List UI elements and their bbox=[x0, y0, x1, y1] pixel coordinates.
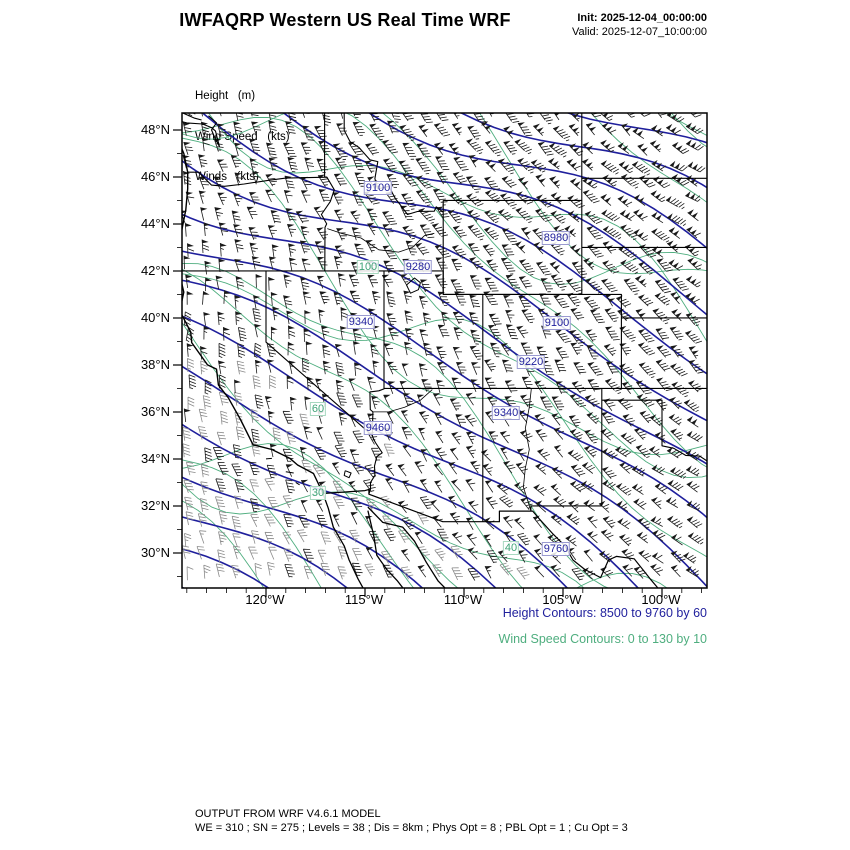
lon-tick-label: 105°W bbox=[542, 592, 582, 607]
height-contour-label: 9280 bbox=[405, 261, 431, 273]
state-borders bbox=[172, 113, 707, 602]
height-contour-label: 8980 bbox=[543, 232, 569, 244]
lat-tick-label: 44°N bbox=[140, 216, 170, 231]
lon-tick-label: 100°W bbox=[641, 592, 681, 607]
height-contour-label: 9460 bbox=[365, 422, 391, 434]
lon-tick-label: 120°W bbox=[245, 592, 285, 607]
axis-ticks bbox=[173, 130, 702, 597]
height-contour-label: 9340 bbox=[348, 316, 374, 328]
height-contour-label: 9100 bbox=[365, 182, 391, 194]
footer-line2: WE = 310 ; SN = 275 ; Levels = 38 ; Dis = 8km ; Phys Opt = 8 ; PBL Opt = 1 ; Cu Opt = 3 bbox=[195, 821, 628, 834]
height-contour-label: 9760 bbox=[543, 543, 569, 555]
lat-tick-label: 38°N bbox=[140, 357, 170, 372]
legend-winds: Winds (kts) bbox=[195, 171, 259, 183]
page-title: IWFAQRP Western US Real Time WRF bbox=[179, 10, 511, 30]
wind-speed-contour-label: 40 bbox=[504, 542, 518, 554]
wind-speed-contour-label: 30 bbox=[311, 487, 325, 499]
height-contours-note: Height Contours: 8500 to 9760 by 60 bbox=[502, 606, 707, 620]
map-canvas bbox=[182, 113, 707, 588]
height-contour-label: 9220 bbox=[518, 356, 544, 368]
init-valid-block bbox=[572, 11, 707, 39]
map-frame bbox=[182, 113, 707, 588]
legend-height: Height (m) bbox=[195, 90, 256, 102]
legend-wind-speed: Wind Speed (kts) bbox=[195, 130, 290, 143]
height-contour-label: 9100 bbox=[544, 317, 570, 329]
height-contours bbox=[142, 0, 734, 850]
lat-tick-label: 30°N bbox=[140, 545, 170, 560]
wind-contours-note: Wind Speed Contours: 0 to 130 by 10 bbox=[498, 632, 707, 646]
lat-tick-label: 46°N bbox=[140, 169, 170, 184]
wind-barbs bbox=[180, 103, 705, 581]
lon-tick-label: 110°W bbox=[443, 592, 483, 607]
lat-tick-label: 34°N bbox=[140, 451, 170, 466]
lat-tick-label: 48°N bbox=[140, 122, 170, 137]
valid-time: Valid: 2025-12-07_10:00:00 bbox=[572, 26, 707, 38]
lat-tick-label: 40°N bbox=[140, 310, 170, 325]
lat-tick-label: 42°N bbox=[140, 263, 170, 278]
wind-speed-contour-label: 100 bbox=[358, 261, 378, 273]
lat-tick-label: 36°N bbox=[140, 404, 170, 419]
height-contour-label: 9340 bbox=[493, 407, 519, 419]
init-time: Init: 2025-12-04_00:00:00 bbox=[577, 12, 707, 24]
lat-tick-label: 32°N bbox=[140, 498, 170, 513]
footer-line1: OUTPUT FROM WRF V4.6.1 MODEL bbox=[195, 808, 381, 820]
model-footer bbox=[195, 808, 628, 835]
wind-speed-contour-label: 60 bbox=[311, 403, 325, 415]
lon-tick-label: 115°W bbox=[344, 592, 384, 607]
